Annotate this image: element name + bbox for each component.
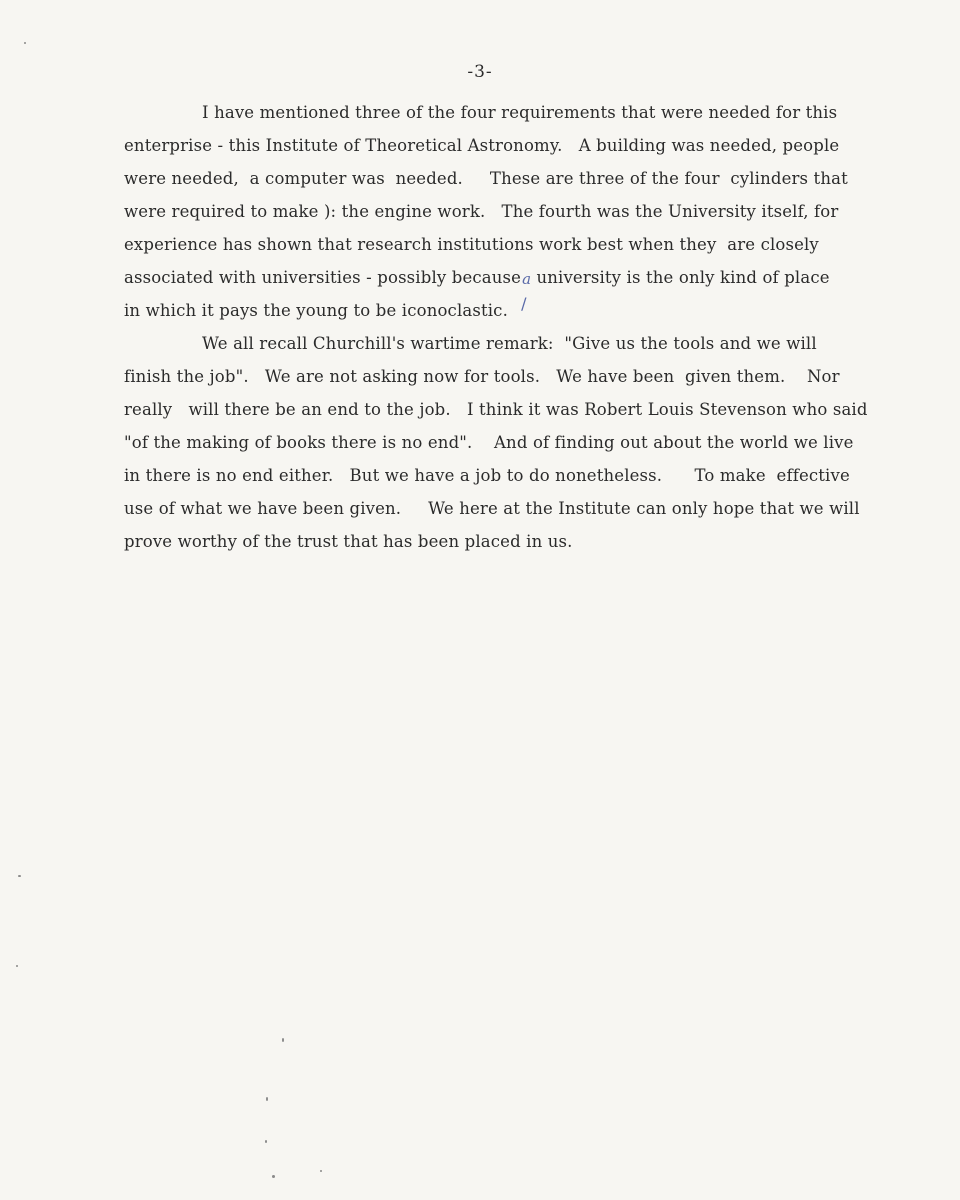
paragraph-churchill xyxy=(124,327,894,558)
text-line: in there is no end either. But we have a job to do nonetheless. To make effective xyxy=(124,466,850,485)
text-line: We all recall Churchill's wartime remark: "Give us the tools and we will xyxy=(202,334,817,353)
text-line: I have mentioned three of the four requirements that were needed for this xyxy=(202,103,838,122)
text-line: enterprise - this Institute of Theoretical Astronomy. A building was needed, people xyxy=(124,136,840,155)
text-line: use of what we have been given. We here at the Institute can only hope that we will xyxy=(124,499,860,518)
scan-speck xyxy=(18,875,21,877)
text-line: experience has shown that research institutions work best when they are closely xyxy=(124,235,819,254)
text-line: "of the making of books there is no end". And of finding out about the world we live xyxy=(124,433,854,452)
text-line: finish the job". We are not asking now for tools. We have been given them. Nor xyxy=(124,367,840,386)
scan-speck xyxy=(320,1170,322,1172)
text-line: really will there be an end to the job. I think it was Robert Louis Stevenson who said xyxy=(124,400,868,419)
scan-speck xyxy=(265,1140,267,1143)
page-number: -3- xyxy=(467,62,493,82)
insertion-caret-mark: / xyxy=(521,294,527,313)
text-segment: associated with universities - possibly because xyxy=(124,268,522,287)
text-line: were required to make ): the engine work. The fourth was the University itself, for xyxy=(124,202,839,221)
text-line: were needed, a computer was needed. These are three of the four cylinders that xyxy=(124,169,848,188)
scan-speck xyxy=(24,42,26,44)
text-segment: university is the only kind of place xyxy=(531,268,830,287)
scan-speck xyxy=(282,1038,284,1042)
scan-speck xyxy=(272,1175,275,1178)
handwritten-insert-letter: a xyxy=(522,270,532,288)
scan-speck xyxy=(16,965,18,967)
text-line: prove worthy of the trust that has been placed in us. xyxy=(124,532,573,551)
scan-speck xyxy=(266,1097,268,1101)
text-line: in which it pays the young to be iconoclastic. xyxy=(124,301,508,320)
paragraph-requirements xyxy=(124,96,894,327)
body-text xyxy=(124,96,894,558)
